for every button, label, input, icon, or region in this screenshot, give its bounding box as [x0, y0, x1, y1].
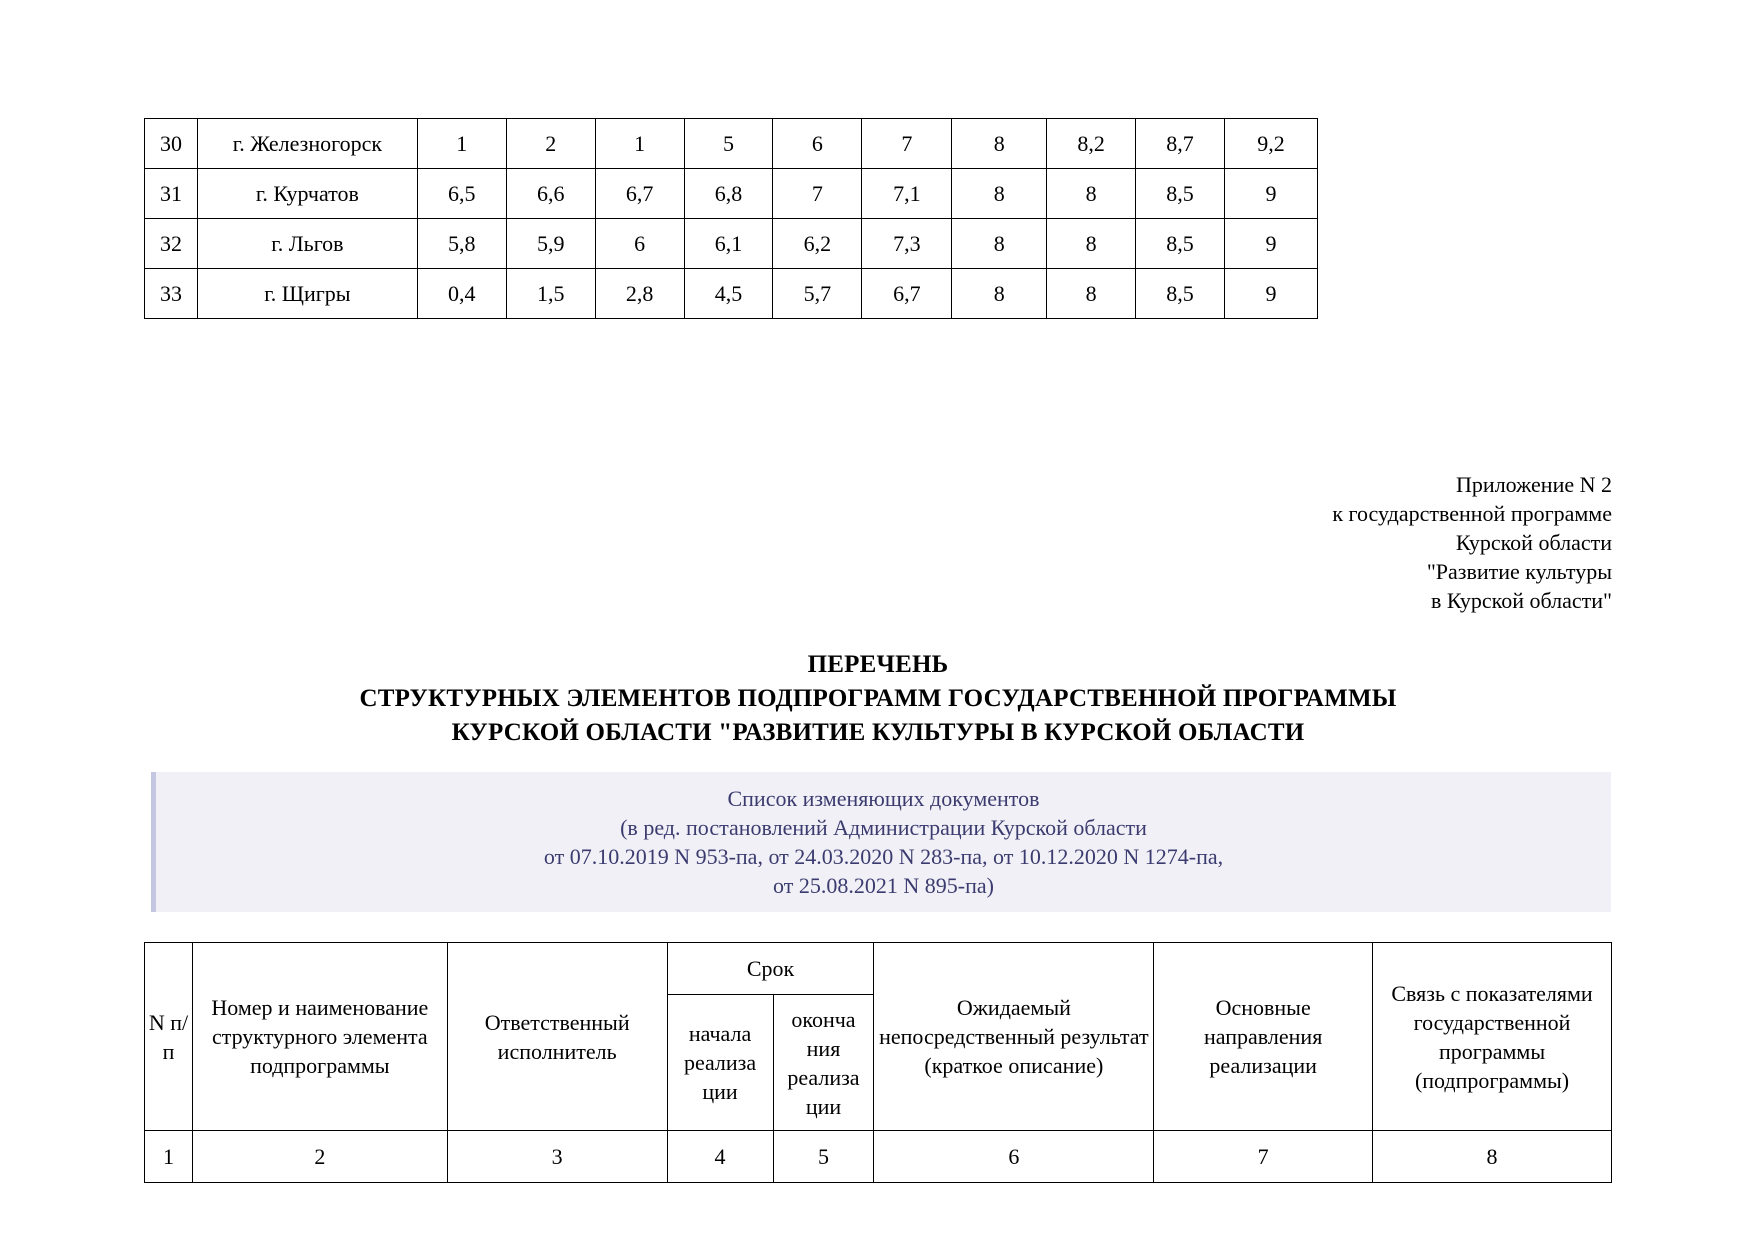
row-number: 31: [145, 169, 198, 219]
column-number: 6: [874, 1131, 1154, 1183]
table-cell: 6,5: [417, 169, 506, 219]
column-number: 4: [667, 1131, 773, 1183]
appendix-line: Приложение N 2: [1456, 472, 1612, 497]
row-number: 32: [145, 219, 198, 269]
table-cell: 5,8: [417, 219, 506, 269]
column-number: 1: [145, 1131, 193, 1183]
table-cell: 8,5: [1136, 169, 1225, 219]
column-number: 2: [192, 1131, 447, 1183]
column-number: 8: [1373, 1131, 1612, 1183]
header-start: начала реализа ции: [667, 995, 773, 1131]
row-number: 30: [145, 119, 198, 169]
table-header-row: [145, 943, 1612, 995]
table-cell: 6,2: [773, 219, 862, 269]
header-expected-result: Ожидаемый непосредственный результат (краткое описание): [874, 943, 1154, 1131]
table-cell: 5: [684, 119, 773, 169]
title-line: СТРУКТУРНЫХ ЭЛЕМЕНТОВ ПОДПРОГРАММ ГОСУДАРСТВЕННОЙ ПРОГРАММЫ: [359, 685, 1397, 712]
table-cell: 8,5: [1136, 269, 1225, 319]
table-cell: 8: [1047, 269, 1136, 319]
table-cell: 8,5: [1136, 219, 1225, 269]
table-cell: 8,2: [1047, 119, 1136, 169]
table-cell: 5,9: [506, 219, 595, 269]
table-cell: 6,7: [862, 269, 952, 319]
table-cell: 9,2: [1224, 119, 1317, 169]
municipality-name: г. Курчатов: [197, 169, 417, 219]
table-row: [145, 269, 1318, 319]
table-cell: 2: [506, 119, 595, 169]
appendix-line: "Развитие культуры: [1426, 559, 1612, 584]
table-cell: 5,7: [773, 269, 862, 319]
header-number: N п/п: [145, 943, 193, 1131]
table-cell: 6: [773, 119, 862, 169]
structural-elements-table: [144, 942, 1612, 1183]
table-cell: 6,1: [684, 219, 773, 269]
table-cell: 6,7: [595, 169, 684, 219]
changes-line: (в ред. постановлений Администрации Курской области: [620, 815, 1147, 840]
appendix-line: к государственной программе: [1332, 501, 1612, 526]
title-line: КУРСКОЙ ОБЛАСТИ "РАЗВИТИЕ КУЛЬТУРЫ В КУРСКОЙ ОБЛАСТИ: [451, 719, 1305, 746]
indicator-table: [144, 118, 1318, 319]
amending-documents-box: [151, 772, 1611, 912]
municipality-name: г. Железногорск: [197, 119, 417, 169]
table-cell: 1: [595, 119, 684, 169]
table-cell: 8: [952, 119, 1047, 169]
title-line: ПЕРЕЧЕНЬ: [807, 651, 949, 678]
table-cell: 7,1: [862, 169, 952, 219]
table-cell: 8: [952, 169, 1047, 219]
table-cell: 6,8: [684, 169, 773, 219]
table-cell: 8: [1047, 219, 1136, 269]
table-row: [145, 219, 1318, 269]
table-cell: 6: [595, 219, 684, 269]
table-cell: 7: [862, 119, 952, 169]
table-cell: 2,8: [595, 269, 684, 319]
table-cell: 8: [952, 269, 1047, 319]
changes-line: от 07.10.2019 N 953-па, от 24.03.2020 N 283-па, от 10.12.2020 N 1274-па,: [543, 844, 1224, 869]
header-end: оконча ния реализа ции: [773, 995, 874, 1131]
table-cell: 8: [952, 219, 1047, 269]
table-cell: 1,5: [506, 269, 595, 319]
table-cell: 7,3: [862, 219, 952, 269]
column-number: 7: [1154, 1131, 1373, 1183]
table-cell: 7: [773, 169, 862, 219]
table-row: [145, 169, 1318, 219]
appendix-note: [1332, 470, 1612, 615]
table-cell: 9: [1224, 269, 1317, 319]
table-row: [145, 119, 1318, 169]
municipality-name: г. Льгов: [197, 219, 417, 269]
table-cell: 8,7: [1136, 119, 1225, 169]
header-element-name: Номер и наименование структурного элемента подпрограммы: [192, 943, 447, 1131]
appendix-line: Курской области: [1455, 530, 1612, 555]
table-cell: 9: [1224, 169, 1317, 219]
table-cell: 6,6: [506, 169, 595, 219]
table-row: [145, 1131, 1612, 1183]
document-title: [144, 648, 1612, 750]
table-cell: 0,4: [417, 269, 506, 319]
table-cell: 4,5: [684, 269, 773, 319]
header-main-directions: Основные направления реализации: [1154, 943, 1373, 1131]
header-responsible: Ответственный исполнитель: [447, 943, 667, 1131]
municipality-name: г. Щигры: [197, 269, 417, 319]
table-cell: 8: [1047, 169, 1136, 219]
table-cell: 1: [417, 119, 506, 169]
appendix-line: в Курской области": [1430, 588, 1612, 613]
changes-line: от 25.08.2021 N 895-па): [773, 873, 994, 898]
row-number: 33: [145, 269, 198, 319]
column-number: 5: [773, 1131, 874, 1183]
table-cell: 9: [1224, 219, 1317, 269]
changes-line: Список изменяющих документов: [727, 786, 1040, 811]
column-number: 3: [447, 1131, 667, 1183]
header-indicator-link: Связь с показателями государственной программы (подпрограммы): [1373, 943, 1612, 1131]
header-term: Срок: [667, 943, 874, 995]
